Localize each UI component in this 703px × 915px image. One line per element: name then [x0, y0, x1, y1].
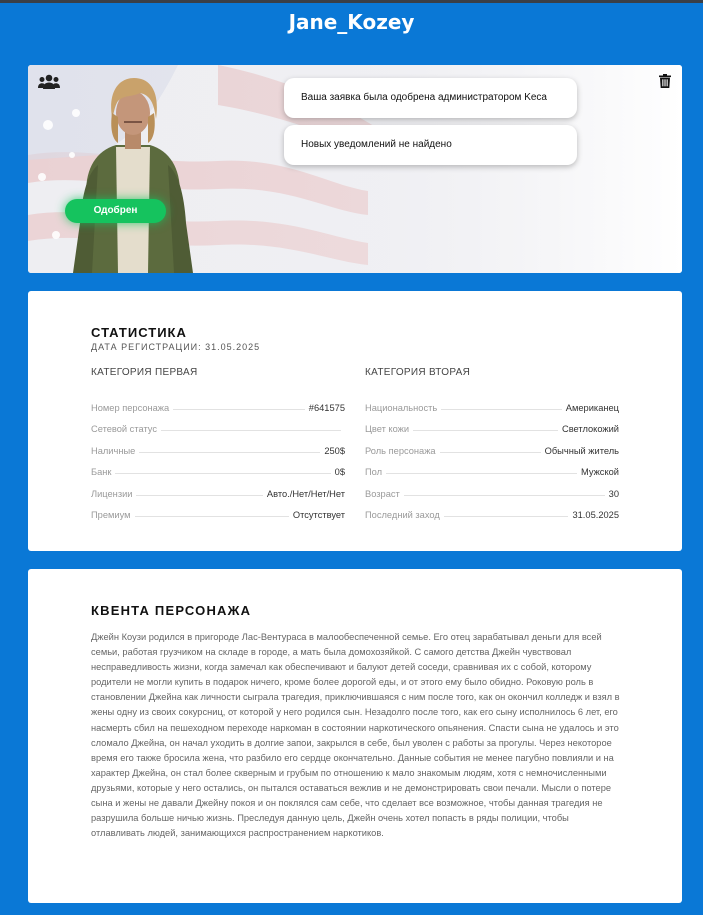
stat-label: Цвет кожи	[365, 424, 410, 434]
stat-row	[365, 477, 619, 499]
statistics-card	[28, 291, 682, 551]
trash-icon[interactable]	[659, 74, 671, 88]
category-first	[91, 367, 345, 520]
stat-row	[91, 413, 345, 435]
stat-value: 0$	[334, 467, 345, 477]
stat-row	[91, 434, 345, 456]
category-second	[365, 367, 619, 520]
stat-row	[365, 499, 619, 521]
category-second-title: КАТЕГОРИЯ ВТОРАЯ	[365, 367, 471, 378]
stat-label: Национальность	[365, 402, 438, 413]
stat-label: Роль персонажа	[365, 445, 436, 456]
stat-row	[365, 434, 619, 456]
stat-value: Авто./Нет/Нет/Нет	[266, 488, 345, 499]
notification-empty: Новых уведомлений не найдено	[284, 125, 577, 165]
stat-value: Американец	[565, 402, 619, 413]
stat-value: 31.05.2025	[572, 510, 619, 520]
stat-value: Отсутствует	[292, 510, 345, 520]
character-avatar	[68, 73, 198, 273]
stat-label: Наличные	[91, 445, 136, 456]
notification-approved: Ваша заявка была одобрена администратором Keca	[284, 78, 577, 118]
stat-value: Обычный житель	[544, 445, 619, 456]
stat-value: 250$	[324, 445, 345, 456]
stat-label: Лицензии	[91, 488, 133, 499]
stat-label: Номер персонажа	[91, 402, 170, 413]
stat-value: Мужской	[580, 467, 619, 477]
stat-row	[91, 477, 345, 499]
top-bar	[0, 0, 703, 3]
profile-card	[28, 65, 682, 273]
registration-date: ДАТА РЕГИСТРАЦИИ: 31.05.2025	[91, 342, 261, 352]
character-story-card	[28, 569, 682, 903]
statistics-title: СТАТИСТИКА	[91, 325, 187, 340]
stat-label: Возраст	[365, 488, 400, 499]
stat-value: 30	[608, 488, 619, 499]
stat-row	[91, 391, 345, 413]
approved-status-button[interactable]: Одобрен	[65, 199, 166, 223]
stat-value: Светлокожий	[561, 424, 619, 434]
stat-row	[365, 413, 619, 435]
stat-label: Пол	[365, 467, 383, 477]
users-icon[interactable]	[38, 74, 60, 90]
stat-row	[91, 456, 345, 478]
story-title: КВЕНТА ПЕРСОНАЖА	[91, 603, 252, 618]
stat-value: #641575	[308, 402, 345, 413]
category-first-title: КАТЕГОРИЯ ПЕРВАЯ	[91, 367, 198, 378]
stat-label: Последний заход	[365, 510, 440, 520]
stat-label: Премиум	[91, 510, 131, 520]
stat-row	[365, 391, 619, 413]
page-title: Jane_Kozey	[288, 10, 415, 34]
stat-row	[365, 456, 619, 478]
story-text: Джейн Коузи родился в пригороде Лас-Вентураса в малообеспеченной семье. Его отец зарабатывал деньги для всей семьи, работая грузчиком на складе в городе, а мать была домохозяйкой. С самого детства Джейн чувствовал несправедливость жизни, когда замечал как обеспечивают и балуют детей соседи, сравнивая их с собой, которому родители не могли купить в подарок ничего, кроме более дорогой еды, и от этого ему было обидно. Роковую роль в становлении Джейна как личности сыграла трагедия, приключившаяся с ним после того, как он окончил колледж и взял в жены одну из своих сокурсниц, от которой у него родился сын. Незадолго после того, как его сыну исполнилось 6 лет, его насмерть сбил на пешеходном переходе наркоман в состоянии наркотического опьянения. Спасти сына не удалось и это сломало Джейна, он начал уходить в долгие запои, закрылся в себе, был уволен с работы за прогулы. Через некоторое время его также бросила жена, что разбило его сердце окончательно. Данные события не менее пагубно повлияли и на характер Джейна, он стал более скверным и грубым по отношению к мало знакомым людям, хотя с немночисленными друзьями, которые у него остались, он пытался оставаться вежлив и не демонстрировать свои печали. Мысли о потере сына и жены не давали Джейну покоя и он поклялся сам себе, что сделает все возможное, чтобы данная трагедия не разрушила больше ничью жизнь. Преследуя данную цель, Джейн очень хотел попасть в ряды полиции, чтобы отлавливать людей, занимающихся распространением наркотиков.	[91, 632, 620, 839]
stat-label: Банк	[91, 467, 112, 477]
stat-label: Сетевой статус	[91, 424, 158, 434]
stat-row	[91, 499, 345, 521]
